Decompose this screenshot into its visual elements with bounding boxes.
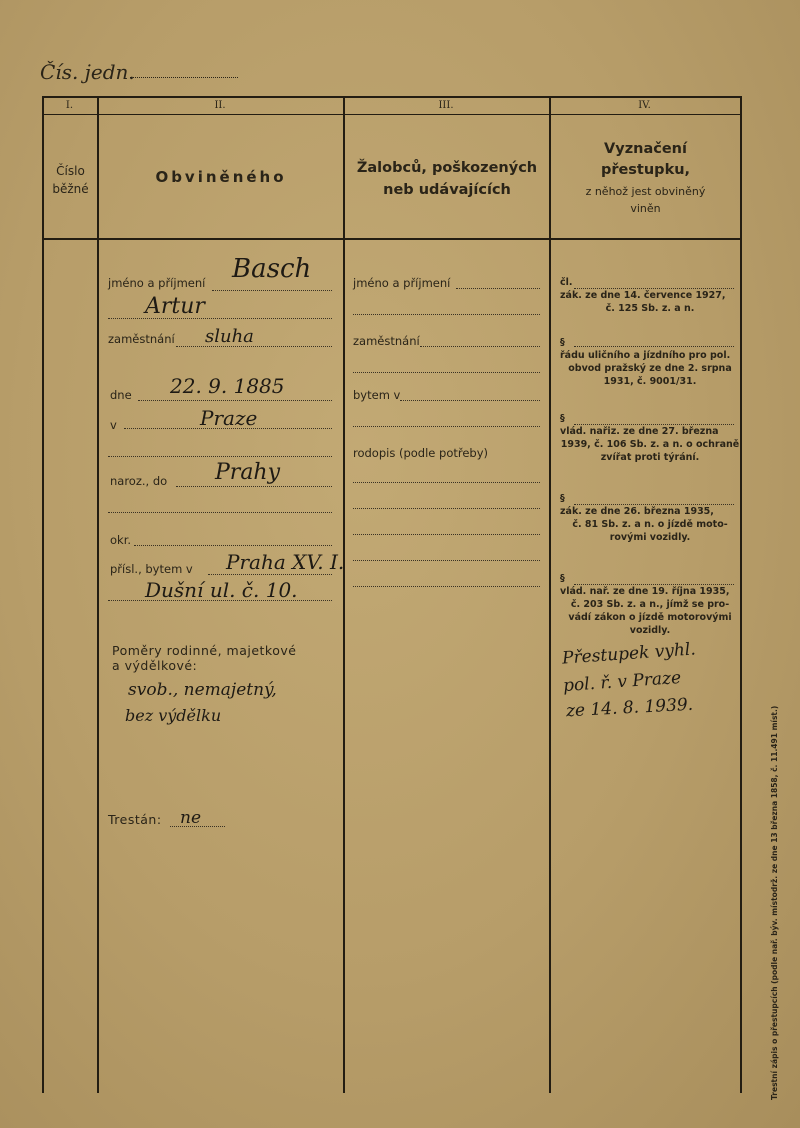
plaintiff-name-line-2	[353, 314, 540, 315]
offence-block-5-line1: §	[560, 573, 565, 584]
okr-line	[134, 545, 332, 546]
family-conditions-value-2[interactable]: bez výdělku	[125, 706, 222, 725]
birth-place-value[interactable]: Praze	[200, 406, 258, 430]
birth-date-value[interactable]: 22. 9. 1885	[170, 374, 285, 398]
offence-block-3-line3: 1939, č. 106 Sb. z. a n. o ochraně	[560, 439, 740, 450]
residence-street-value[interactable]: Dušní ul. č. 10.	[145, 578, 298, 602]
offence-block-5	[560, 572, 740, 637]
plaintiff-name-label: jméno a příjmení	[353, 276, 451, 290]
offence-block-3-line2: vlád. nařiz. ze dne 27. března	[560, 426, 719, 437]
offence-block-5-line3: č. 203 Sb. z. a n., jímž se pro-	[570, 599, 730, 610]
plaintiff-line-a	[353, 482, 540, 483]
plaintiff-address-line	[400, 400, 540, 401]
plaintiff-address-line-2	[353, 426, 540, 427]
accused-surname-value[interactable]: Basch	[232, 254, 312, 284]
offence-block-3	[560, 412, 740, 464]
column-header-offence-sub1: z něhož jest obviněný	[585, 185, 706, 198]
column-divider-1	[97, 96, 99, 1093]
table-right-border	[740, 96, 742, 1093]
offence-block-1-line2: zák. ze dne 14. července 1927,	[560, 290, 726, 301]
column-header-offence-line2: přestupku,	[600, 162, 691, 178]
accused-job-line	[176, 346, 332, 347]
side-note: Trestní zápis o přestupcích (podle nař. býv. místodrž. ze dne 13 března 1858, č. 11.491 míst.)	[770, 705, 779, 1100]
offence-note-2[interactable]: pol. ř. v Praze	[562, 667, 682, 697]
offence-block-4-dots	[574, 504, 734, 505]
family-conditions-line1: Poměry rodinné, majetkové	[112, 643, 297, 658]
family-conditions-value-1[interactable]: svob., nemajetný,	[128, 680, 277, 700]
column-header-plaintiffs-line1: Žalobců, poškozených	[356, 160, 538, 176]
accused-name-label: jméno a příjmení	[108, 276, 206, 290]
residence-label: přísl., bytem v	[110, 562, 193, 576]
naroz-line	[176, 486, 332, 487]
column-header-plaintiffs-line2: neb udávajících	[383, 182, 511, 198]
plaintiff-line-e	[353, 586, 540, 587]
case-number-field[interactable]	[130, 77, 238, 78]
offence-block-3-dots	[574, 424, 734, 425]
plaintiff-rodopis-label: rodopis (podle potřeby)	[353, 446, 489, 460]
plaintiff-line-b	[353, 508, 540, 509]
column-divider-3	[549, 96, 551, 1093]
plaintiff-address-label: bytem v	[353, 388, 401, 402]
offence-block-2-line1: §	[560, 337, 565, 348]
column-header-plaintiffs	[345, 157, 549, 201]
column-header-offence	[551, 139, 740, 217]
birth-place-label: v	[110, 418, 117, 432]
offence-block-4-line1: §	[560, 493, 565, 504]
offence-block-5-line4: vádí zákon o jízdě motorovými	[568, 612, 732, 623]
offence-block-2-dots	[574, 346, 734, 347]
offence-block-2-line2: řádu uličního a jízdního pro pol.	[560, 350, 731, 361]
column-header-number-line2: běžné	[52, 182, 89, 196]
offence-note-3[interactable]: ze 14. 8. 1939.	[565, 694, 694, 722]
offence-block-3-line4: zvířat proti týrání.	[600, 452, 700, 463]
offence-block-5-line5: vozidly.	[629, 625, 671, 636]
column-header-number-line1: Číslo	[56, 164, 85, 178]
column-header-accused: Obviněného	[155, 168, 287, 186]
offence-note-1[interactable]: Přestupek vyhl.	[561, 639, 697, 669]
birth-date-line	[138, 400, 332, 401]
plaintiff-job-line	[420, 346, 540, 347]
roman-iii: III.	[438, 100, 454, 111]
accused-extra-line-2	[108, 512, 332, 513]
offence-block-4-line4: rovými vozidly.	[609, 532, 691, 543]
punished-value[interactable]: ne	[180, 808, 202, 828]
plaintiff-name-line	[456, 288, 540, 289]
column-header-offence-sub2: viněn	[630, 202, 661, 215]
offence-block-4-line2: zák. ze dne 26. března 1935,	[560, 506, 714, 517]
family-conditions-label	[112, 643, 296, 673]
accused-firstname-value[interactable]: Artur	[145, 294, 205, 319]
offence-block-2	[560, 336, 740, 388]
punished-label: Trestán:	[108, 812, 162, 827]
naroz-label: naroz., do	[110, 474, 168, 488]
offence-block-1-dots	[574, 288, 734, 289]
column-header-number	[44, 162, 97, 198]
offence-block-2-line4: 1931, č. 9001/31.	[603, 376, 697, 387]
header-bottom-border	[42, 238, 742, 240]
accused-job-value[interactable]: sluha	[205, 326, 254, 347]
offence-block-1-line3: č. 125 Sb. z. a n.	[605, 303, 695, 314]
offence-block-5-dots	[574, 584, 734, 585]
roman-ii: II.	[214, 100, 226, 111]
column-divider-2	[343, 96, 345, 1093]
offence-block-2-line3: obvod pražský ze dne 2. srpna	[568, 363, 732, 374]
okr-label: okr.	[110, 533, 132, 547]
case-number-label: Čís. jedn.	[40, 60, 135, 84]
offence-block-3-line1: §	[560, 413, 565, 424]
roman-iv: IV.	[638, 100, 651, 111]
offence-block-4	[560, 492, 740, 544]
column-header-offence-line1: Vyznačení	[604, 141, 687, 157]
residence-city-value[interactable]: Praha XV. I.	[226, 550, 345, 574]
plaintiff-line-c	[353, 534, 540, 535]
offence-block-4-line3: č. 81 Sb. z. a n. o jízdě moto-	[572, 519, 728, 530]
plaintiff-job-line-2	[353, 372, 540, 373]
offence-block-1	[560, 276, 740, 315]
accused-name-line-2	[108, 318, 332, 319]
accused-name-line	[212, 290, 332, 291]
family-conditions-line2: a výdělkové:	[112, 658, 198, 673]
table-left-border	[42, 96, 44, 1093]
roman-row-divider	[42, 114, 742, 115]
plaintiff-line-d	[353, 560, 540, 561]
accused-extra-line	[108, 456, 332, 457]
roman-i: I.	[65, 100, 74, 111]
table-top-border	[42, 96, 742, 98]
residence-line	[208, 574, 332, 575]
plaintiff-job-label: zaměstnání	[353, 334, 420, 348]
offence-block-1-line1: čl.	[560, 277, 573, 288]
naroz-value[interactable]: Prahy	[215, 460, 281, 485]
birth-date-label: dne	[110, 388, 132, 402]
accused-job-label: zaměstnání	[108, 332, 175, 346]
offence-block-5-line2: vlád. nař. ze dne 19. října 1935,	[560, 586, 730, 597]
